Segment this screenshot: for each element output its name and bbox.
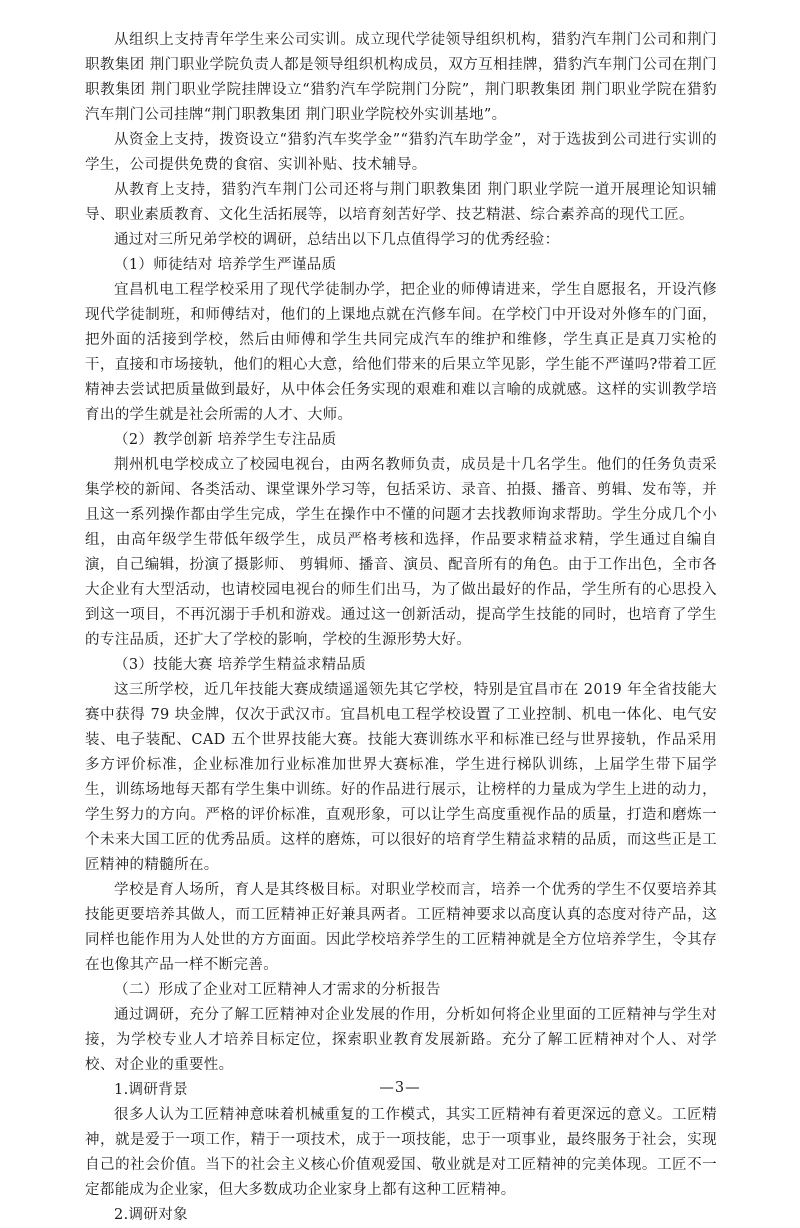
paragraph-yichang-mentorship: 宜昌机电工程学校采用了现代学徒制办学，把企业的师傅请进来，学生自愿报名，开设汽修现代学徒制班，和师傅结对，他们的上课地点就在汽修车间。在学校门中开设对外修车的门面，把外面的活接到学校，然后由师傅和学生共同完成汽车的维护和维修，学生真正是真刀实枪的干，直接和市场接轨，他们的粗心大意，给他们带来的后果立竿见影，学生能不严谨吗?带着工匠精神去尝试把质量做到最好，从中体会任务实现的艰难和难以言喻的成就感。这样的实训教学培育出的学生就是社会所需的人才、大师。	[85, 282, 717, 423]
paragraph-organization-support: 从组织上支持青年学生来公司实训。成立现代学徒领导组织机构，猎豹汽车荆门公司和荆门职教集团 荆门职业学院负责人都是领导组织机构成员，双方互相挂牌，猎豹汽车荆门公司在荆门职教集团 荆门职业学院挂牌设立“猎豹汽车学院荆门分院”，荆门职教集团 荆门职业学院在猎豹汽车荆门公司挂牌“荆门职教集团 荆门职业学院校外实训基地”。	[85, 32, 717, 123]
paragraph-school-education-goal: 学校是育人场所，育人是其终极目标。对职业学校而言，培养一个优秀的学生不仅要培养其技能更要培养其做人，而工匠精神正好兼具两者。工匠精神要求以高度认真的态度对待产品，这同样也能作用为人处世的方方面面。因此学校培养学生的工匠精神就是全方位培养学生，令其存在也像其产品一样不断完善。	[85, 882, 717, 973]
heading-survey-subjects: 2.调研对象	[114, 1207, 188, 1223]
paragraph-survey-intro: 通过对三所兄弟学校的调研，总结出以下几点值得学习的优秀经验：	[114, 232, 560, 248]
heading-teaching-innovation: （2）教学创新 培养学生专注品质	[114, 432, 337, 448]
paragraph-analysis-report: 通过调研，充分了解工匠精神对企业发展的作用，分析如何将企业里面的工匠精神与学生对接，为学校专业人才培养目标定位，探索职业教育发展新路。充分了解工匠精神对个人、对学校、对企业的重要性。	[85, 1007, 717, 1073]
heading-survey-background: 1.调研背景	[114, 1082, 188, 1098]
paragraph-skills-competition: 这三所学校，近几年技能大赛成绩遥遥领先其它学校，特别是宜昌市在 2019 年全省技能大赛中获得 79 块金牌，仅次于武汉市。宜昌机电工程学校设置了工业控制、机电一体化、电气安装、电子装配、CAD 五个世界技能大赛。技能大赛训练水平和标准已经与世界接轨，作品采用多方评价标准，企业标准加行业标准加世界大赛标准，学生进行梯队训练，上届学生带下届学生，训练场地每天都有学生集中训练。好的作品进行展示，让榜样的力量成为学生上进的动力，学生努力的方向。严格的评价标准，直观形象，可以让学生高度重视作品的质量，打造和磨炼一个未来大国工匠的优秀品质。这样的磨炼，可以很好的培育学生精益求精的品质，而这些正是工匠精神的精髓所在。	[85, 682, 717, 873]
heading-skills-competition: （3）技能大赛 培养学生精益求精品质	[114, 657, 367, 673]
paragraph-education-support: 从教育上支持，猎豹汽车荆门公司还将与荆门职教集团 荆门职业学院一道开展理论知识辅导、职业素质教育、文化生活拓展等，以培育刻苦好学、技艺精湛、综合素养高的现代工匠。	[85, 182, 717, 223]
heading-analysis-report: （二）形成了企业对工匠精神人才需求的分析报告	[114, 982, 441, 998]
paragraph-survey-background: 很多人认为工匠精神意味着机械重复的工作模式，其实工匠精神有着更深远的意义。工匠精神，就是爱于一项工作，精于一项技术，成于一项技能，忠于一项事业，最终服务于社会，实现自己的社会价值。当下的社会主义核心价值观爱国、敬业就是对工匠精神的完美体现。工匠不一定都能成为企业家，但大多数成功企业家身上都有这种工匠精神。	[85, 1107, 717, 1198]
heading-mentorship: （1）师徒结对 培养学生严谨品质	[114, 257, 337, 273]
paragraph-jingzhou-tv-station: 荆州机电学校成立了校园电视台，由两名教师负责，成员是十几名学生。他们的任务负责采集学校的新闻、各类活动、课堂课外学习等，包括采访、录音、拍摄、播音、剪辑、发布等，并且这一系列操作都由学生完成，学生在操作中不懂的问题才去找教师询求帮助。学生分成几个小组，由高年级学生带低年级学生，成员严格考核和选择，作品要求精益求精，学生通过自编自演，自己编辑，扮演了摄影师、 剪辑师、播音、演员、配音所有的角色。由于工作出色，全市各大企业有大型活动，也请校园电视台的师生们出马，为了做出最好的作品，学生所有的心思投入到这一项目，不再沉溺于手机和游戏。通过这一创新活动，提高学生技能的同时，也培育了学生的专注品质，还扩大了学校的影响，学校的生源形势大好。	[85, 457, 717, 648]
page-number: —3—	[379, 1080, 421, 1096]
paragraph-funding-support: 从资金上支持，拨资设立“猎豹汽车奖学金”“猎豹汽车助学金”，对于选拔到公司进行实训的学生，公司提供免费的食宿、实训补贴、技术辅导。	[85, 132, 717, 173]
document-body	[85, 28, 717, 1228]
